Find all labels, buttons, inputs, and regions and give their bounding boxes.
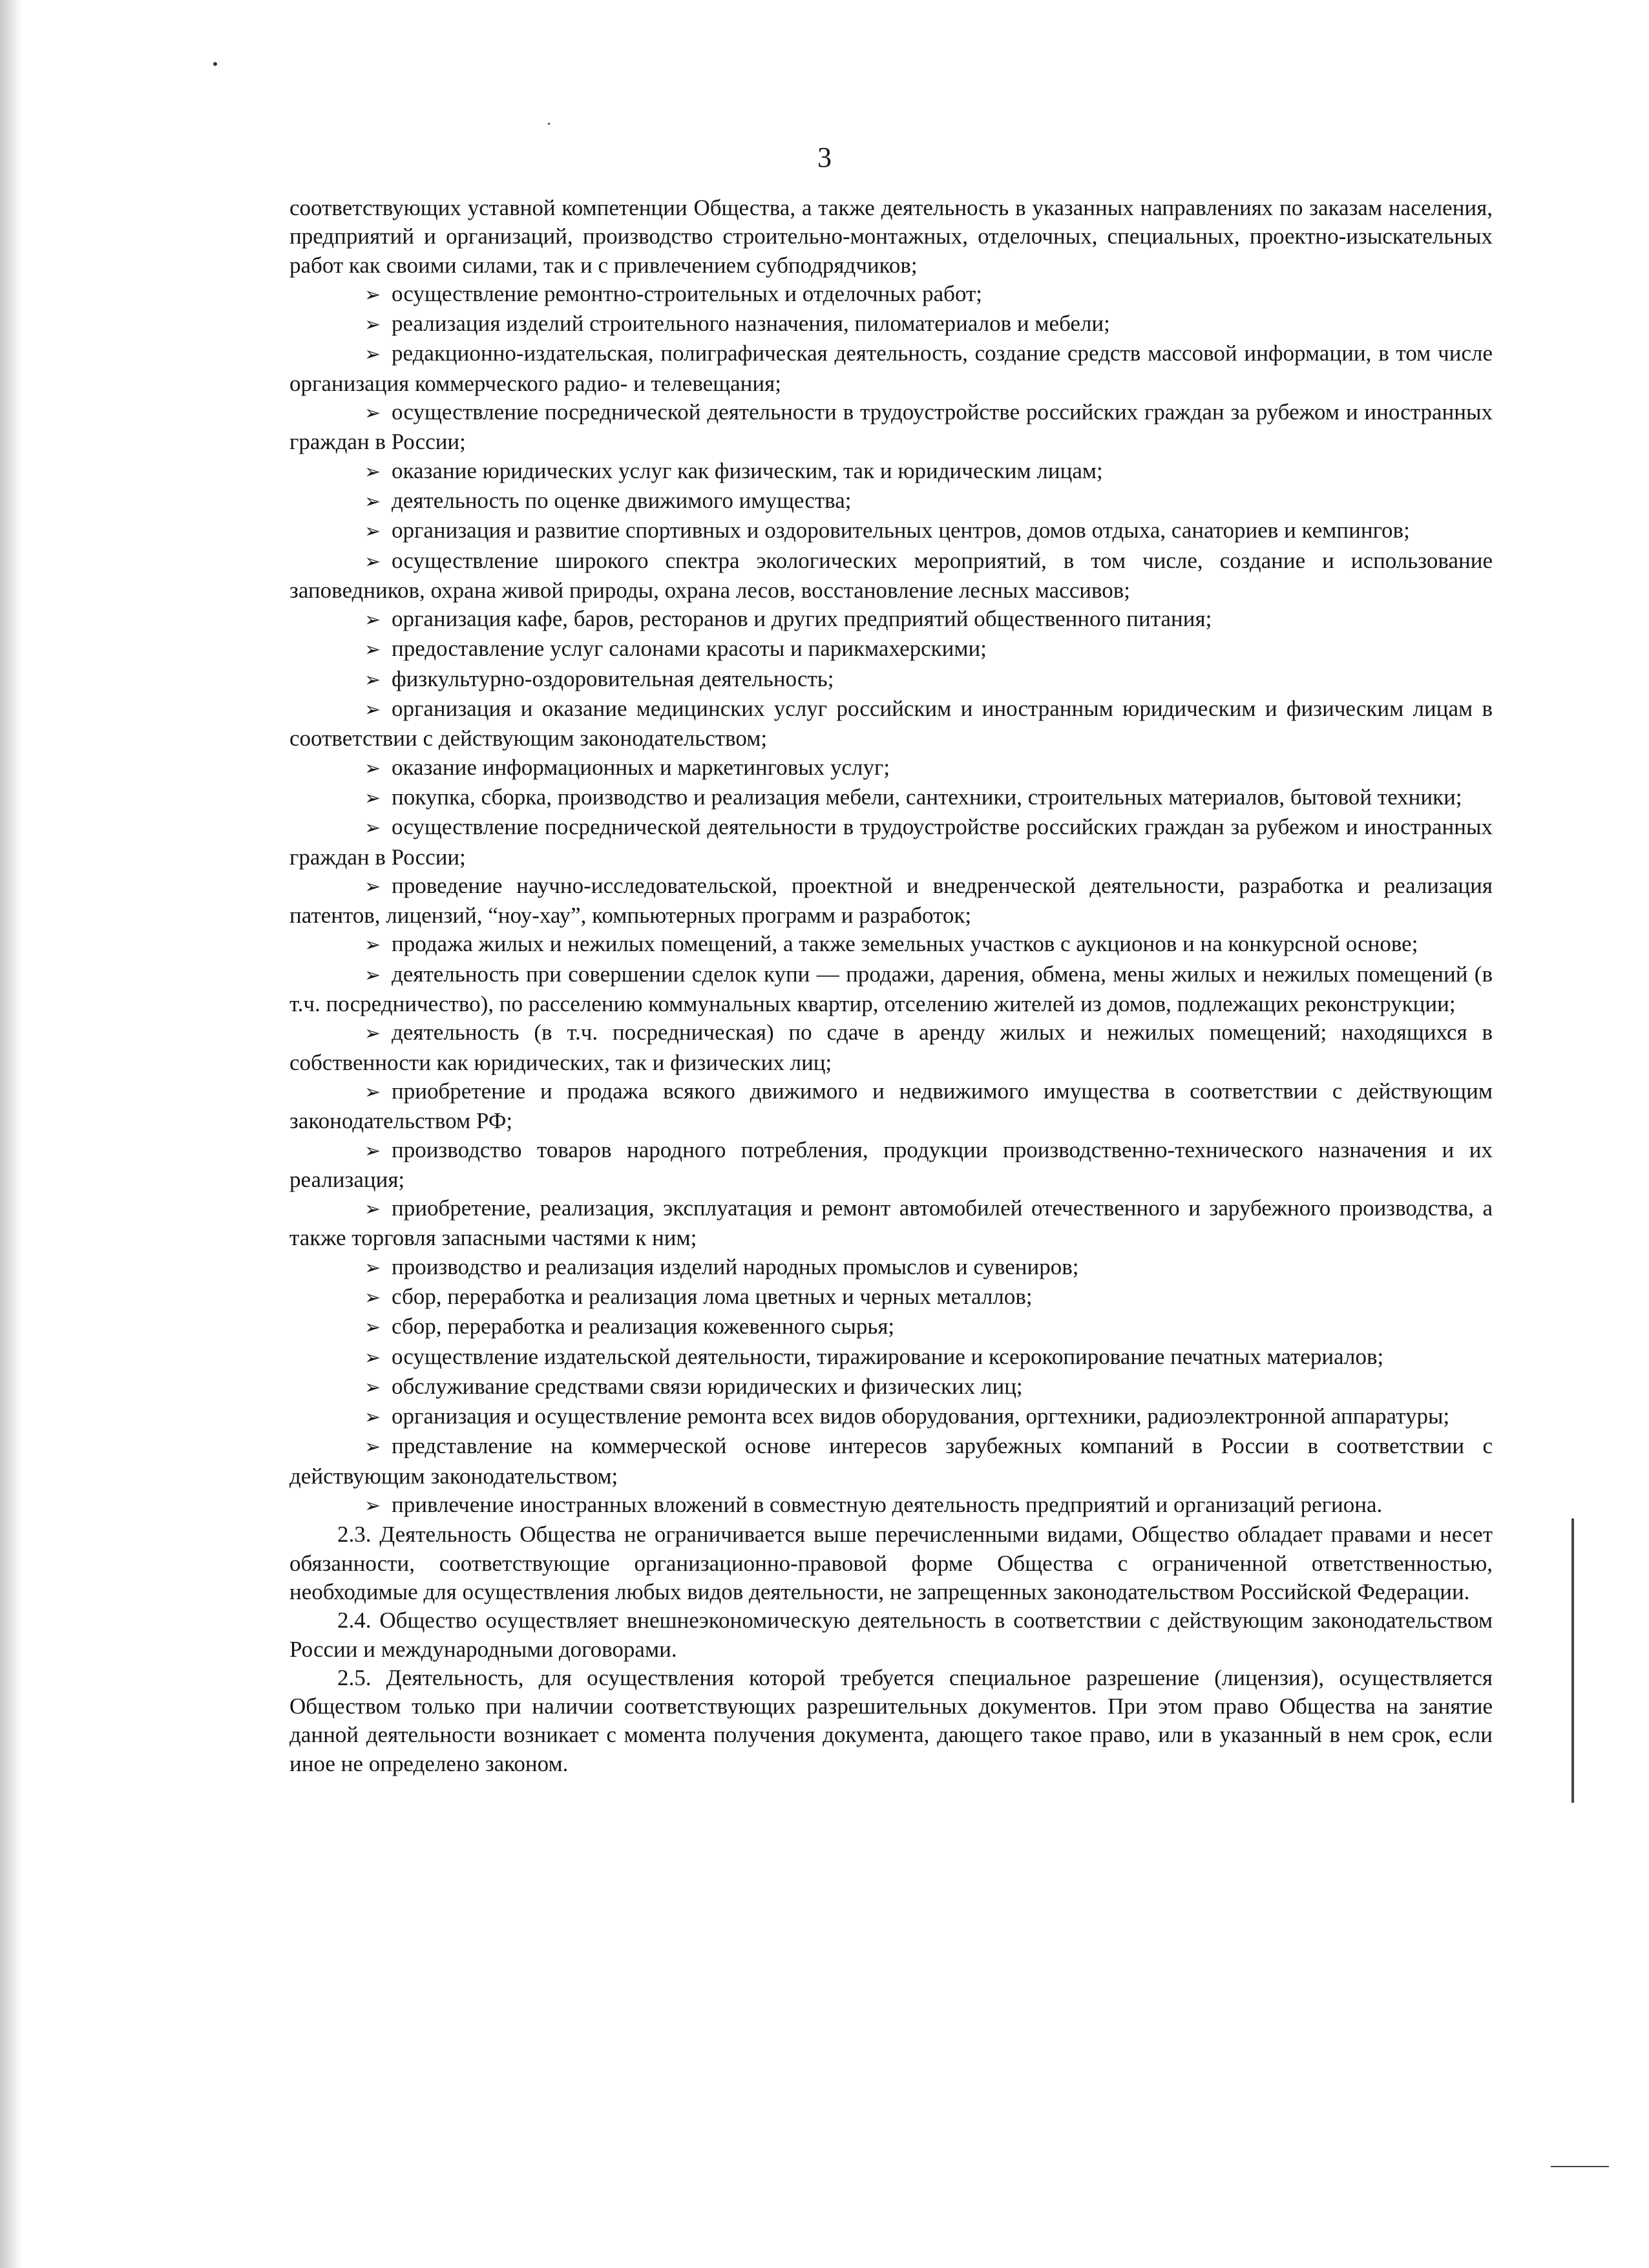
list-item <box>289 457 1493 487</box>
list-item-text: привлечение иностранных вложений в совместную деятельность предприятий и организаций региона. <box>392 1492 1383 1518</box>
arrow-bullet-icon: ➢ <box>364 817 381 839</box>
clauses-section <box>289 1520 1493 1778</box>
list-item <box>289 605 1493 635</box>
page-number: 3 <box>817 142 832 173</box>
list-item <box>289 960 1493 1019</box>
scan-margin-line <box>1551 2166 1609 2167</box>
arrow-bullet-icon: ➢ <box>364 1407 381 1429</box>
arrow-bullet-icon: ➢ <box>364 757 381 779</box>
list-item <box>289 398 1493 457</box>
list-item-text: организация и развитие спортивных и оздоровительных центров, домов отдыха, санаториев и кемпингов; <box>392 518 1410 543</box>
list-item-text: осуществление посреднической деятельности в трудоустройстве российских граждан за рубежом и иностранных граждан в России; <box>289 814 1493 870</box>
list-item-text: покупка, сборка, производство и реализация мебели, сантехники, строительных материалов, бытовой техники; <box>392 784 1462 810</box>
arrow-bullet-icon: ➢ <box>364 934 381 956</box>
list-item-text: организация кафе, баров, ресторанов и других предприятий общественного питания; <box>392 606 1212 632</box>
list-item <box>289 665 1493 695</box>
arrow-bullet-icon: ➢ <box>364 699 381 721</box>
arrow-bullet-icon: ➢ <box>364 1347 381 1369</box>
list-item <box>289 1312 1493 1342</box>
list-item-text: производство товаров народного потребления, продукции производственно-технического назначения и их реализация; <box>289 1137 1493 1192</box>
scan-speck <box>548 123 550 125</box>
arrow-bullet-icon: ➢ <box>364 1140 381 1162</box>
list-item <box>289 872 1493 930</box>
list-item <box>289 1136 1493 1195</box>
list-item-text: деятельность при совершении сделок купи — продажи, дарения, обмена, мены жилых и нежилых помещений (в т.ч. посредничество), по расселению коммунальных квартир, отселению жителей из домов, подлежащих реконструкции; <box>289 961 1493 1017</box>
arrow-bullet-icon: ➢ <box>364 639 381 661</box>
arrow-bullet-icon: ➢ <box>364 964 381 986</box>
arrow-bullet-icon: ➢ <box>364 1376 381 1398</box>
arrow-bullet-icon: ➢ <box>364 284 381 306</box>
list-item <box>289 783 1493 813</box>
list-item <box>289 1491 1493 1520</box>
list-item-text: производство и реализация изделий народных промыслов и сувениров; <box>392 1254 1079 1279</box>
arrow-bullet-icon: ➢ <box>364 1081 381 1103</box>
arrow-bullet-icon: ➢ <box>364 403 381 425</box>
arrow-bullet-icon: ➢ <box>364 490 381 512</box>
list-item <box>289 339 1493 398</box>
list-item <box>289 310 1493 339</box>
arrow-bullet-icon: ➢ <box>364 1317 381 1339</box>
list-item <box>289 1018 1493 1077</box>
scan-margin-line <box>1571 1518 1574 1803</box>
activity-list <box>289 280 1493 1520</box>
arrow-bullet-icon: ➢ <box>364 1436 381 1458</box>
list-item <box>289 1402 1493 1432</box>
list-item <box>289 1372 1493 1402</box>
arrow-bullet-icon: ➢ <box>364 1023 381 1045</box>
list-item-text: осуществление посреднической деятельности в трудоустройстве российских граждан за рубежом и иностранных граждан в России; <box>289 399 1493 455</box>
list-item-text: проведение научно-исследовательской, проектной и внедренческой деятельности, разработка и реализация патентов, лицензий, “ноу-хау”, компьютерных программ и разработок; <box>289 872 1493 929</box>
clause-paragraph: 2.5. Деятельность, для осуществления которой требуется специальное разрешение (лицензия), осуществляется Обществом только при наличии соответствующих разрешительных документов. При этом право Общества на занятие данной деятельности возникает с момента получения документа, дающего такое право, или в указанный в нем срок, если иное не определено законом. <box>289 1664 1493 1776</box>
clause-paragraph: 2.3. Деятельность Общества не ограничивается выше перечисленными видами, Общество обладает правами и несет обязанности, соответствующие организационно-правовой форме Общества с ограниченной ответственностью, необходимые для осуществления любых видов деятельности, не запрещенных законодательством Российской Федерации. <box>289 1522 1493 1604</box>
arrow-bullet-icon: ➢ <box>364 787 381 809</box>
list-item-text: осуществление издательской деятельности, тиражирование и ксерокопирование печатных материалов; <box>392 1343 1384 1369</box>
arrow-bullet-icon: ➢ <box>364 461 381 483</box>
arrow-bullet-icon: ➢ <box>364 876 381 898</box>
list-item-text: приобретение и продажа всякого движимого и недвижимого имущества в соответствии с действующим законодательством РФ; <box>289 1078 1493 1134</box>
list-item <box>289 813 1493 872</box>
list-item-text: деятельность (в т.ч. посредническая) по сдаче в аренду жилых и нежилых помещений; находящихся в собственности как юридических, так и физических лиц; <box>289 1020 1493 1075</box>
list-item-text: деятельность по оценке движимого имущества; <box>392 487 852 513</box>
list-item-text: организация и оказание медицинских услуг российским и иностранным юридическим и физическим лицам в соответствии с действующим законодательством; <box>289 696 1493 751</box>
list-item <box>289 1194 1493 1253</box>
list-item <box>289 487 1493 516</box>
list-item <box>289 1432 1493 1491</box>
list-item <box>289 547 1493 605</box>
list-item <box>289 635 1493 664</box>
list-item <box>289 1343 1493 1372</box>
list-item <box>289 516 1493 546</box>
list-item-text: сбор, переработка и реализация кожевенного сырья; <box>392 1314 895 1339</box>
clause-paragraph: 2.4. Общество осуществляет внешнеэкономическую деятельность в соответствии с действующим законодательством России и международными договорами. <box>289 1608 1493 1662</box>
list-item-text: физкультурно-оздоровительная деятельность; <box>392 666 834 691</box>
arrow-bullet-icon: ➢ <box>364 1199 381 1221</box>
arrow-bullet-icon: ➢ <box>364 609 381 631</box>
list-item-text: реализация изделий строительного назначения, пиломатериалов и мебели; <box>392 311 1110 337</box>
list-item <box>289 753 1493 783</box>
arrow-bullet-icon: ➢ <box>364 551 381 572</box>
list-item-text: обслуживание средствами связи юридических и физических лиц; <box>392 1373 1023 1399</box>
list-item-text: осуществление ремонтно-строительных и отделочных работ; <box>392 280 983 306</box>
list-item <box>289 930 1493 960</box>
arrow-bullet-icon: ➢ <box>364 314 381 336</box>
scan-edge-shadow <box>0 0 22 2268</box>
list-item-text: организация и осуществление ремонта всех видов оборудования, оргтехники, радиоэлектронной аппаратуры; <box>392 1403 1450 1429</box>
document-body <box>289 194 1493 1778</box>
list-item <box>289 1077 1493 1136</box>
list-item <box>289 695 1493 753</box>
list-item <box>289 280 1493 310</box>
list-item-text: оказание юридических услуг как физическим, так и юридическим лицам; <box>392 457 1103 483</box>
arrow-bullet-icon: ➢ <box>364 344 381 366</box>
list-item <box>289 1253 1493 1283</box>
arrow-bullet-icon: ➢ <box>364 1495 381 1517</box>
list-item-text: оказание информационных и маркетинговых услуг; <box>392 754 890 780</box>
scan-speck <box>213 62 217 66</box>
list-item-text: представление на коммерческой основе интересов зарубежных компаний в России в соответствии с действующим законодательством; <box>289 1433 1493 1489</box>
list-item-text: сбор, переработка и реализация лома цветных и черных металлов; <box>392 1283 1033 1309</box>
list-item-text: редакционно-издательская, полиграфическая деятельность, создание средств массовой информации, в том числе организация коммерческого радио- и телевещания; <box>289 341 1493 396</box>
arrow-bullet-icon: ➢ <box>364 669 381 691</box>
list-item-text: предоставление услуг салонами красоты и парикмахерскими; <box>392 636 987 662</box>
list-item <box>289 1283 1493 1312</box>
list-item-text: продажа жилых и нежилых помещений, а также земельных участков с аукционов и на конкурсной основе; <box>392 931 1418 957</box>
list-item-text: осуществление широкого спектра экологических мероприятий, в том числе, создание и использование заповедников, охрана живой природы, охрана лесов, восстановление лесных массивов; <box>289 547 1493 603</box>
arrow-bullet-icon: ➢ <box>364 1286 381 1308</box>
intro-paragraph: соответствующих уставной компетенции Общества, а также деятельность в указанных направлениях по заказам населения, предприятий и организаций, производство строительно-монтажных, отделочных, специальных, проектно-изыскательных работ как своими силами, так и с привлечением субподрядчиков; <box>289 195 1493 278</box>
arrow-bullet-icon: ➢ <box>364 1257 381 1279</box>
arrow-bullet-icon: ➢ <box>364 521 381 543</box>
list-item-text: приобретение, реализация, эксплуатация и ремонт автомобилей отечественного и зарубежного производства, а также торговля запасными частями к ним; <box>289 1195 1493 1251</box>
